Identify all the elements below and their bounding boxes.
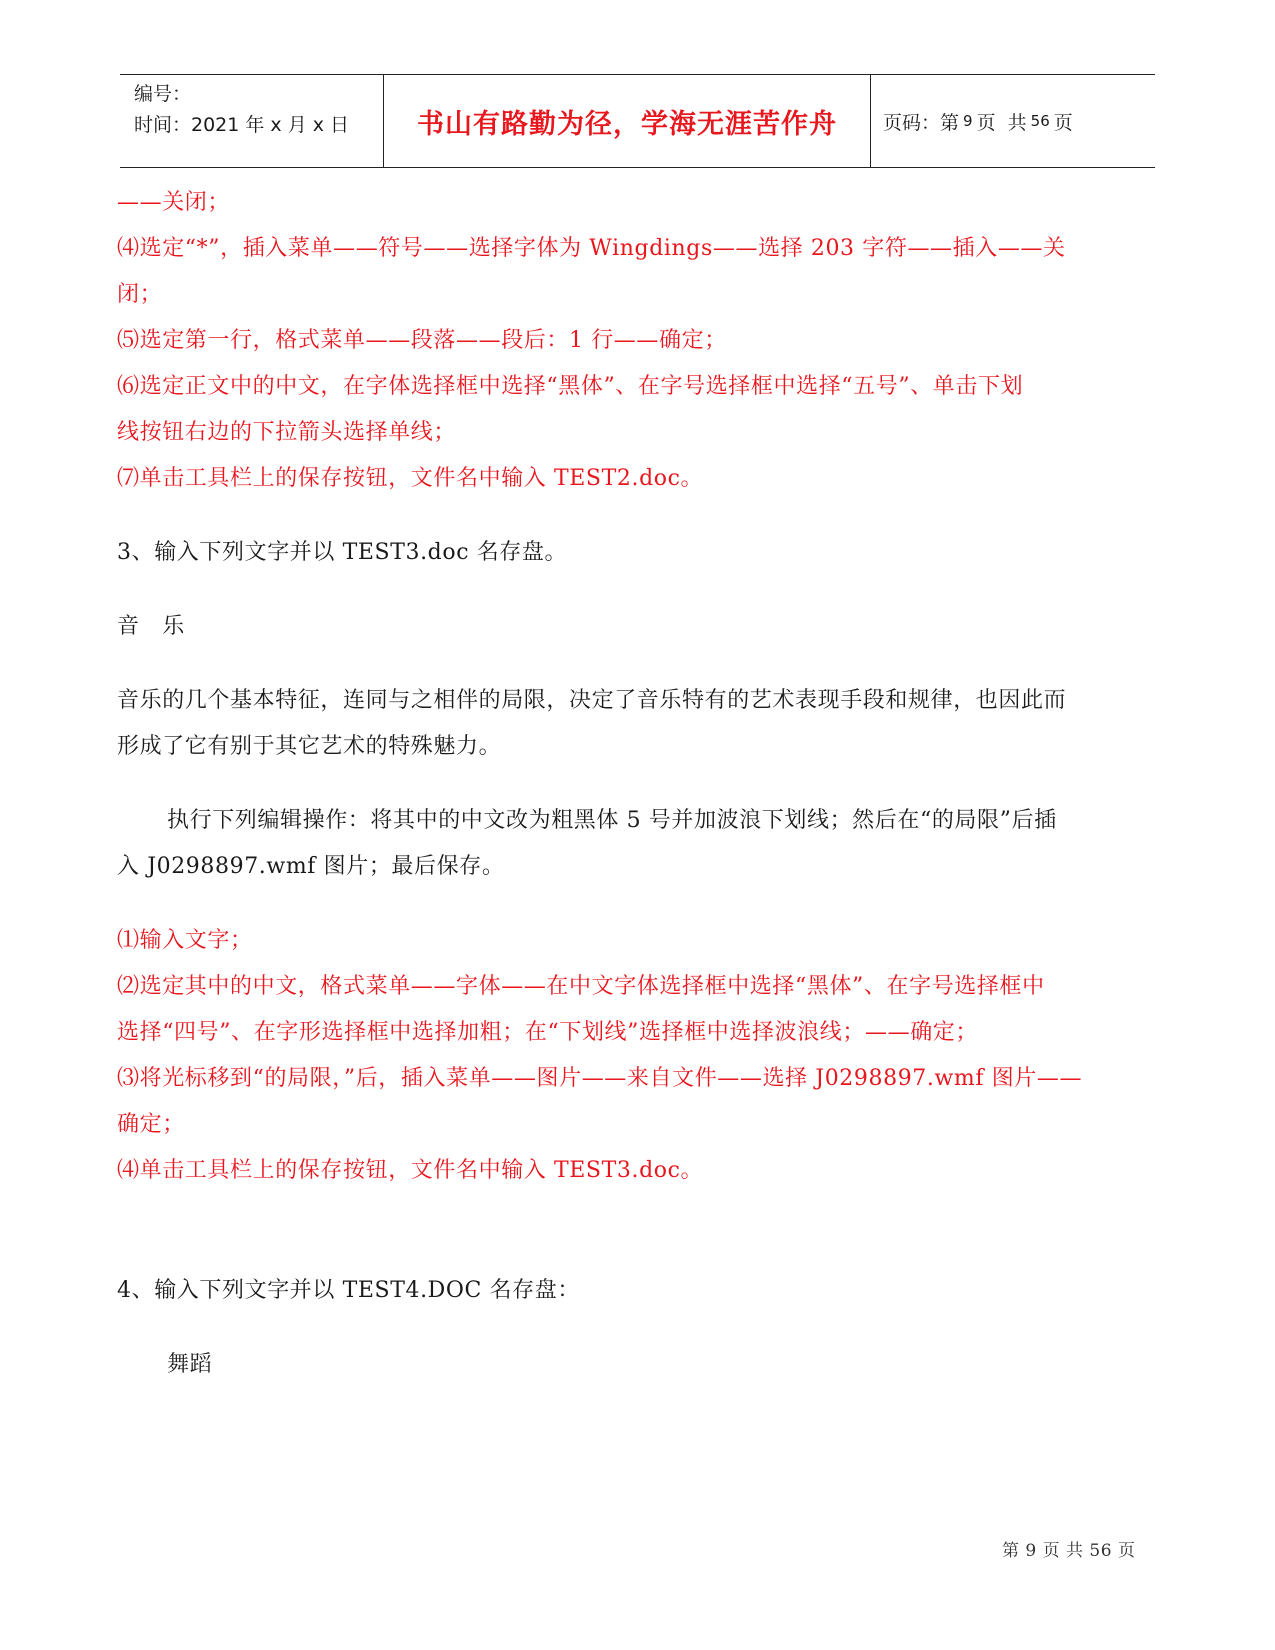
page-header xyxy=(120,74,1155,168)
page-prefix: 页码：第 xyxy=(883,111,960,134)
question-heading: 3、输入下列文字并以 TEST3.doc 名存盘。 xyxy=(117,540,568,565)
motto-text: 书山有路勤为径，学海无涯苦作舟 xyxy=(417,108,837,140)
header-motto xyxy=(384,75,871,167)
step-line: 选择“四号”、在字形选择框中选择加粗；在“下划线”选择框中选择波浪线；——确定； xyxy=(117,1020,978,1045)
step-line: ⑹选定正文中的中文，在字体选择框中选择“黑体”、在字号选择框中选择“五号”、单击下划 xyxy=(117,374,1024,399)
step-line: ——关闭； xyxy=(117,190,231,215)
step-line: 闭； xyxy=(117,282,163,307)
step-line: ⑴输入文字； xyxy=(117,928,253,953)
time-label: 时间：2021 年 x 月 x 日 xyxy=(134,114,350,136)
step-line: 确定； xyxy=(117,1112,185,1137)
page-total: 56 xyxy=(1030,112,1050,130)
step-line: ⑶将光标移到“的局限，”后，插入菜单——图片——来自文件——选择 J0298897.wmf 图片—— xyxy=(117,1066,1083,1091)
instruction-text: 执行下列编辑操作：将其中的中文改为粗黑体 5 号并加波浪下划线；然后在“的局限”后插 xyxy=(167,808,1057,833)
passage-title: 音 乐 xyxy=(117,614,185,639)
question-heading: 4、输入下列文字并以 TEST4.DOC 名存盘： xyxy=(117,1278,580,1303)
step-line: ⑷选定“*”，插入菜单——符号——选择字体为 Wingdings——选择 203 字符——插入——关 xyxy=(117,236,1066,261)
page-number: 9 xyxy=(963,112,973,130)
page-mid: 页 共 xyxy=(976,111,1027,134)
passage-text: 音乐的几个基本特征，连同与之相伴的局限，决定了音乐特有的艺术表现手段和规律，也因此而 xyxy=(117,688,1067,713)
step-line: 线按钮右边的下拉箭头选择单线； xyxy=(117,420,457,445)
step-line: ⑺单击工具栏上的保存按钮，文件名中输入 TEST2.doc。 xyxy=(117,466,704,491)
passage-text: 形成了它有别于其它艺术的特殊魅力。 xyxy=(117,734,502,759)
step-line: ⑸选定第一行，格式菜单——段落——段后：1 行——确定； xyxy=(117,328,727,353)
header-meta xyxy=(120,75,384,167)
step-line: ⑵选定其中的中文，格式菜单——字体——在中文字体选择框中选择“黑体”、在字号选择框中 xyxy=(117,974,1045,999)
passage-title: 舞蹈 xyxy=(167,1352,213,1377)
page-suffix: 页 xyxy=(1053,111,1073,134)
number-label: 编号： xyxy=(134,83,192,105)
instruction-text: 入 J0298897.wmf 图片；最后保存。 xyxy=(117,854,505,879)
step-line: ⑷单击工具栏上的保存按钮，文件名中输入 TEST3.doc。 xyxy=(117,1158,704,1183)
page-footer: 第 9 页 共 56 页 xyxy=(1002,1541,1136,1561)
header-page-info xyxy=(871,75,1155,167)
